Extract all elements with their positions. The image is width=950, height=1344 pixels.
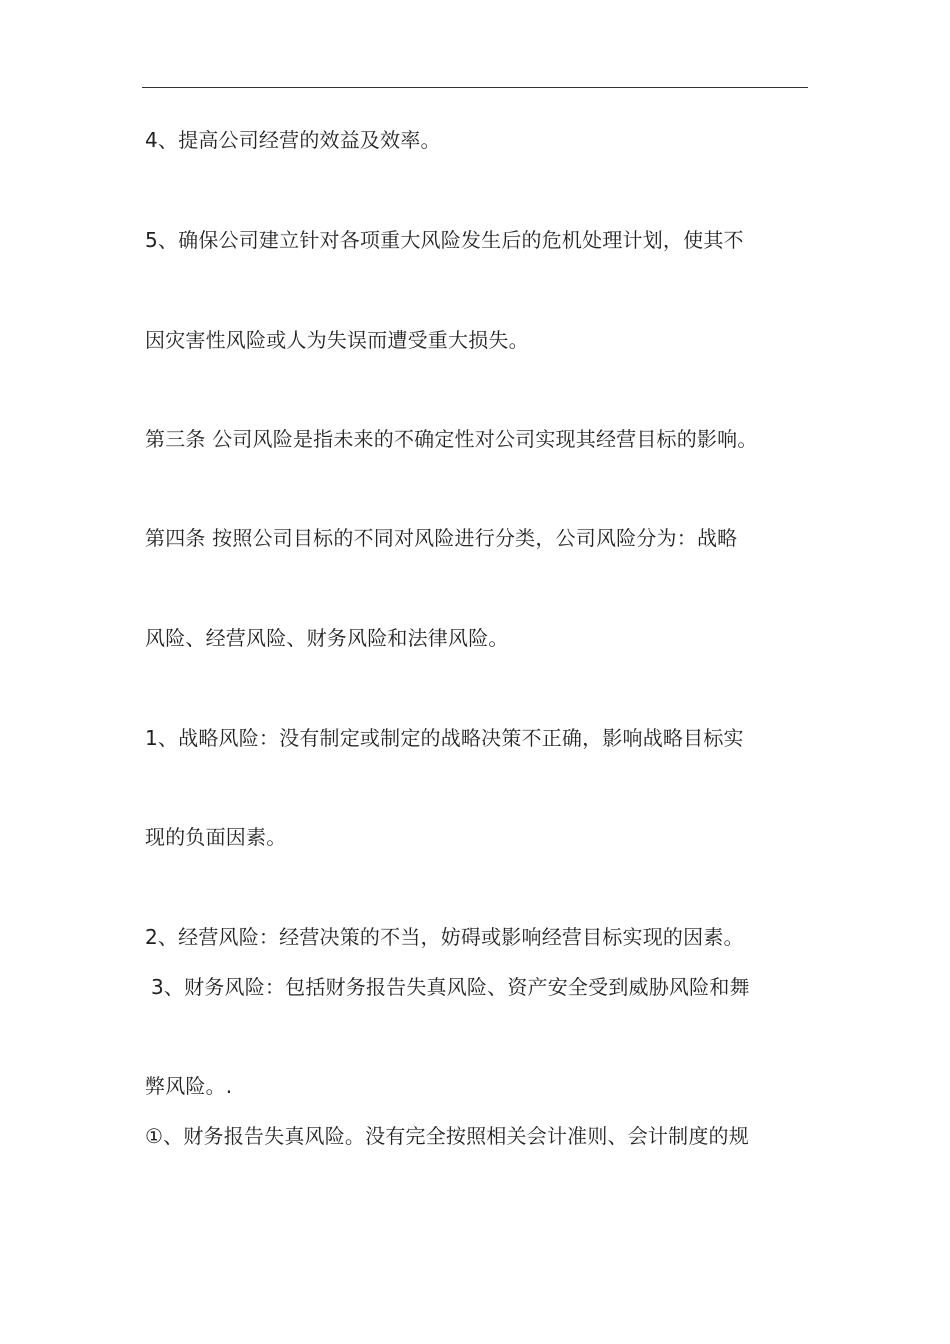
text-line: 1、战略风险：没有制定或制定的战略决策不正确，影响战略目标实 <box>145 726 744 750</box>
text-line: 3、财务风险：包括财务报告失真风险、资产安全受到威胁风险和舞 <box>151 975 750 999</box>
text-line: 2、经营风险：经营决策的不当，妨碍或影响经营目标实现的因素。 <box>145 925 744 949</box>
text-line: ①、财务报告失真风险。没有完全按照相关会计准则、会计制度的规 <box>145 1124 749 1148</box>
text-line: 风险、经营风险、财务风险和法律风险。 <box>145 626 509 650</box>
header-rule <box>142 87 808 88</box>
text-line: 4、提高公司经营的效益及效率。 <box>145 128 441 152</box>
article-four-line: 第四条 按照公司目标的不同对风险进行分类，公司风险分为：战略 <box>145 526 738 550</box>
article-three-line: 第三条 公司风险是指未来的不确定性对公司实现其经营目标的影响。 <box>145 427 758 451</box>
text-line: 现的负面因素。 <box>145 825 287 849</box>
text-line: 弊风险。. <box>145 1074 233 1098</box>
text-line: 因灾害性风险或人为失误而遭受重大损失。 <box>145 328 529 352</box>
text-line: 5、确保公司建立针对各项重大风险发生后的危机处理计划，使其不 <box>145 228 744 252</box>
